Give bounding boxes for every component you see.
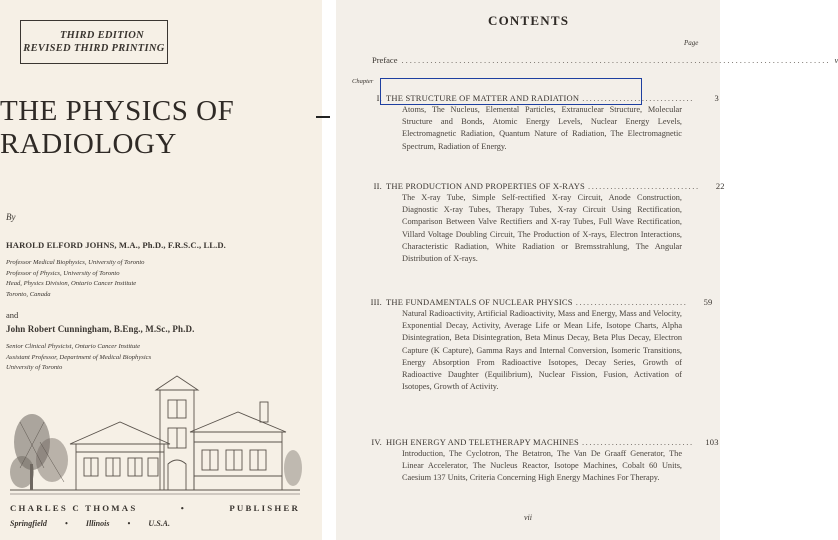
and-label: and bbox=[6, 310, 19, 320]
preface-entry bbox=[372, 55, 838, 65]
leader-dots: .............................. bbox=[582, 93, 694, 103]
edition-line-2: REVISED THIRD PRINTING bbox=[23, 43, 165, 54]
chapter-number: IV. bbox=[371, 437, 382, 447]
edition-box bbox=[20, 20, 168, 64]
leader-dots: .............................. bbox=[575, 297, 688, 307]
author-1-affiliation: Professor Medical Biophysics, University of Toronto bbox=[6, 259, 145, 266]
author-1-affiliation: Professor of Physics, University of Toronto bbox=[6, 269, 120, 277]
chapter-number: I. bbox=[376, 93, 382, 103]
author-1-affiliations bbox=[6, 258, 306, 300]
chapter-description: Atoms, The Nucleus, Elemental Particles, Extranuclear Structure, Molecular Structure and Bonds, Atomic Energy Levels, Nuclear Energy Levels, Electromagnetic Radiation, Quantum Nature of Radiation, The Electromagnetic Spectrum, Radiation of Energy. bbox=[402, 105, 682, 151]
chapter-description: Natural Radioactivity, Artificial Radioactivity, Mass and Energy, Mass and Velocity, Exponential Decay, Activity, Average Life or Mean Life, Isotope Charts, Alpha Disintegration, Beta Disintegration, Beta Minus Decay, Beta Plus Decay, Electron Capture (K Capture), Gamma Rays and Internal Conversion, Isomeric Transitions, Energy Absorption From Radioactive Isotopes, Decay Series, Growth of Radioactive Daughter (Equilibrium), Nuclear Fission, Fusion, Activation of Isotopes, Growth of Activity. bbox=[402, 309, 682, 392]
chapter-page: 103 bbox=[705, 437, 719, 447]
leader-dots: .............................. bbox=[587, 181, 700, 191]
chapter-title-highlight-box bbox=[380, 78, 642, 105]
author-1-affiliation: Toronto, Canada bbox=[6, 290, 51, 298]
place-country: U.S.A. bbox=[148, 519, 170, 528]
chapter-title: THE FUNDAMENTALS OF NUCLEAR PHYSICS bbox=[386, 297, 573, 307]
chapter-title: THE PRODUCTION AND PROPERTIES OF X-RAYS bbox=[386, 181, 585, 191]
chapter-entry bbox=[352, 181, 725, 265]
chapter-number: II. bbox=[373, 181, 382, 191]
chapter-column-label: Chapter bbox=[352, 78, 374, 85]
book-title-line-1: THE PHYSICS OF bbox=[0, 95, 235, 127]
building-illustration bbox=[10, 372, 300, 497]
place-line bbox=[10, 519, 170, 528]
author-2-affiliation: University of Toronto bbox=[6, 364, 63, 371]
page-gutter bbox=[322, 0, 336, 540]
author-2-affiliations bbox=[6, 342, 306, 374]
publisher-line bbox=[10, 503, 300, 513]
chapter-entry bbox=[352, 297, 712, 393]
chapter-number: III. bbox=[370, 297, 382, 307]
book-title-line-2: RADIOLOGY bbox=[0, 128, 177, 160]
chapter-page: 3 bbox=[714, 93, 719, 103]
author-2-name: John Robert Cunningham, B.Eng., M.Sc., Ph.D. bbox=[6, 324, 195, 334]
chapter-title: HIGH ENERGY AND TELETHERAPY MACHINES bbox=[386, 437, 579, 447]
chapter-heading-row bbox=[352, 437, 719, 447]
contents-heading: CONTENTS bbox=[488, 13, 570, 28]
chapter-description: The X-ray Tube, Simple Self-rectified X-ray Circuit, Anode Construction, Diagnostic X-ray Tubes, Therapy Tubes, X-ray Circuit Using Rectification, Comparison Between Valve Rectifiers and X-ray Tubes, Full Wave Rectification, Villard Voltage Doubling Circuit, The Production of X-rays, Electron Interactions, Characteristic Radiation, White Radiation or Bremsstrahlung, The Angular Distribution of X-rays. bbox=[402, 193, 682, 264]
chapter-heading-row bbox=[352, 297, 712, 307]
page-folio: vii bbox=[524, 513, 532, 522]
page-column-label: Page bbox=[684, 39, 699, 47]
chapter-page: 22 bbox=[715, 181, 725, 191]
by-label: By bbox=[6, 212, 16, 222]
leader-dots: ........................................................................................................ bbox=[401, 55, 831, 65]
chapter-title: THE STRUCTURE OF MATTER AND RADIATION bbox=[386, 93, 580, 103]
leader-dots: .............................. bbox=[581, 437, 694, 447]
chapter-page: 59 bbox=[703, 297, 713, 307]
author-1-name: HAROLD ELFORD JOHNS, M.A., Ph.D., F.R.S.C., LL.D. bbox=[6, 240, 226, 250]
preface-label: Preface bbox=[372, 55, 398, 65]
place-bullet: • bbox=[127, 519, 131, 528]
place-city: Springfield bbox=[10, 519, 47, 528]
chapter-description: Introduction, The Cyclotron, The Betatron, The Van De Graaff Generator, The Linear Accelerator, The Nucleus Reactor, Isotope Machines, Cobalt 60 Units, Caesium 137 Units, Criteria Concerning High Energy Machines For Therapy. bbox=[402, 449, 682, 483]
place-state: Illinois bbox=[85, 519, 110, 528]
publisher-label: PUBLISHER bbox=[229, 503, 300, 513]
edition-line-1: THIRD EDITION bbox=[59, 30, 145, 41]
book-title bbox=[0, 95, 322, 161]
author-1-affiliation: Head, Physics Division, Ontario Cancer Institute bbox=[6, 280, 137, 287]
place-bullet: • bbox=[64, 519, 68, 528]
chapter-heading-row bbox=[352, 181, 725, 191]
author-2-affiliation: Assistant Professor, Department of Medical Biophysics bbox=[6, 353, 152, 361]
publisher-bullet: • bbox=[180, 503, 187, 513]
chapter-entry bbox=[352, 437, 719, 485]
preface-page: v bbox=[834, 55, 838, 65]
gutter-mark bbox=[316, 116, 330, 118]
author-2-affiliation: Senior Clinical Physicist, Ontario Cancer Institute bbox=[6, 343, 141, 350]
publisher-name: CHARLES C THOMAS bbox=[10, 503, 138, 513]
